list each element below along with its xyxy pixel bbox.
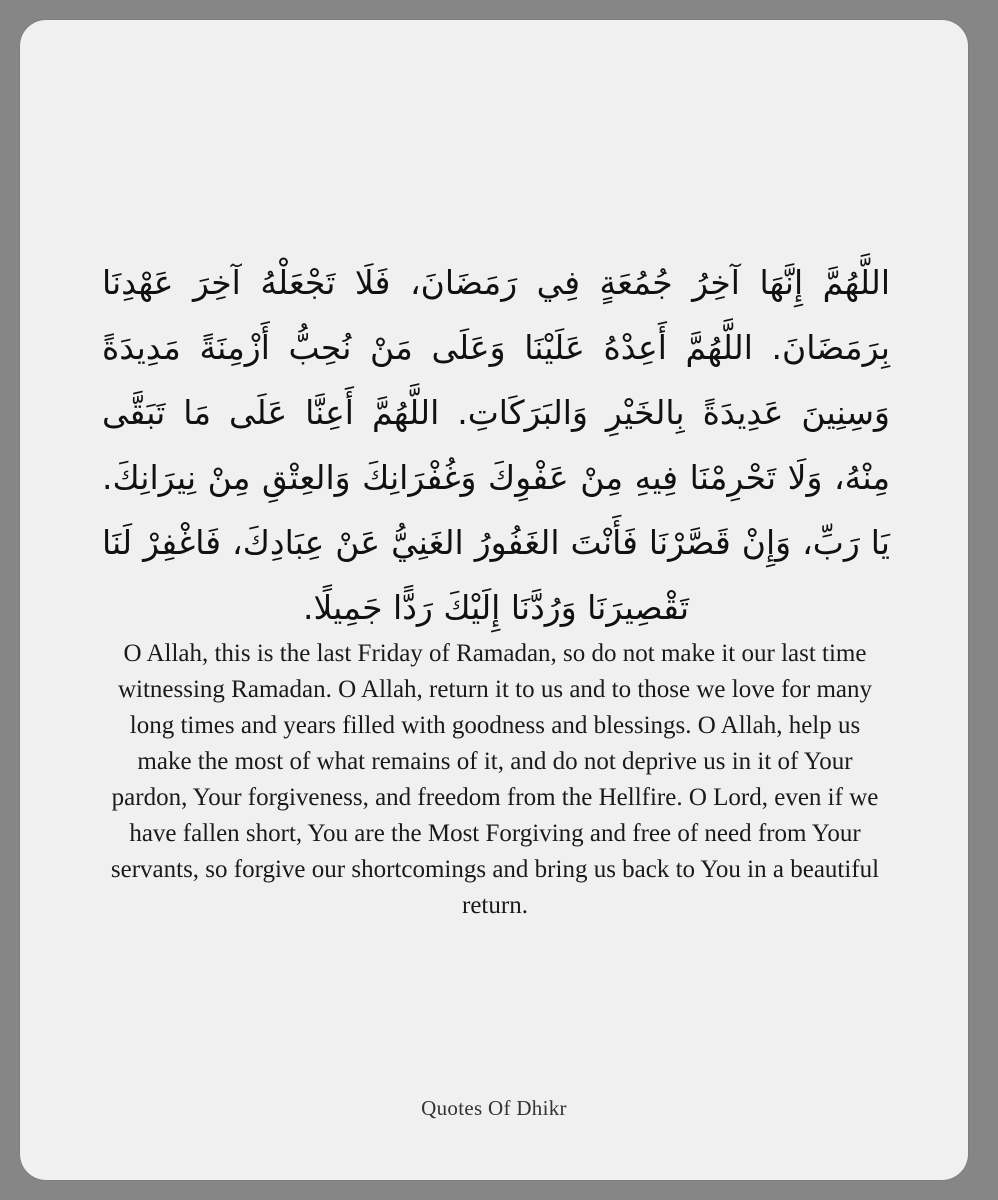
arabic-dua-text: اللَّهُمَّ إِنَّهَا آخِرُ جُمُعَةٍ فِي رَمَضَانَ، فَلَا تَجْعَلْهُ آخِرَ عَهْدِنَا بِرَمَضَانَ. اللَّهُمَّ أَعِدْهُ عَلَيْنَا وَعَلَى مَنْ نُحِبُّ أَزْمِنَةً مَدِيدَةً وَسِنِينَ عَدِيدَةً بِالخَيْرِ وَالبَرَكَاتِ. اللَّهُمَّ أَعِنَّا عَلَى مَا تَبَقَّى مِنْهُ، وَلَا تَحْرِمْنَا فِيهِ مِنْ عَفْوِكَ وَغُفْرَانِكَ وَالعِتْقِ مِنْ نِيرَانِكَ. يَا رَبِّ، وَإِنْ قَصَّرْنَا فَأَنْتَ الغَفُورُ الغَنِيُّ عَنْ عِبَادِكَ، فَاغْفِرْ لَنَا تَقْصِيرَنَا وَرُدَّنَا إِلَيْكَ رَدًّا جَمِيلًا. xyxy=(102,263,890,627)
brand-footer: Quotes Of Dhikr xyxy=(421,1096,567,1120)
english-translation-text: O Allah, this is the last Friday of Ramadan, so do not make it our last time witnessing Ramadan. O Allah, return it to us and to those we love for many long times and years filled with goodness and blessings. O Allah, help us make the most of what remains of it, and do not deprive us in it of Your pardon, Your forgiveness, and freedom from the Hellfire. O Lord, even if we have fallen short, You are the Most Forgiving and free of need from Your servants, so forgive our shortcomings and bring us back to You in a beautiful return. xyxy=(110,640,880,919)
quote-card xyxy=(20,20,968,1180)
